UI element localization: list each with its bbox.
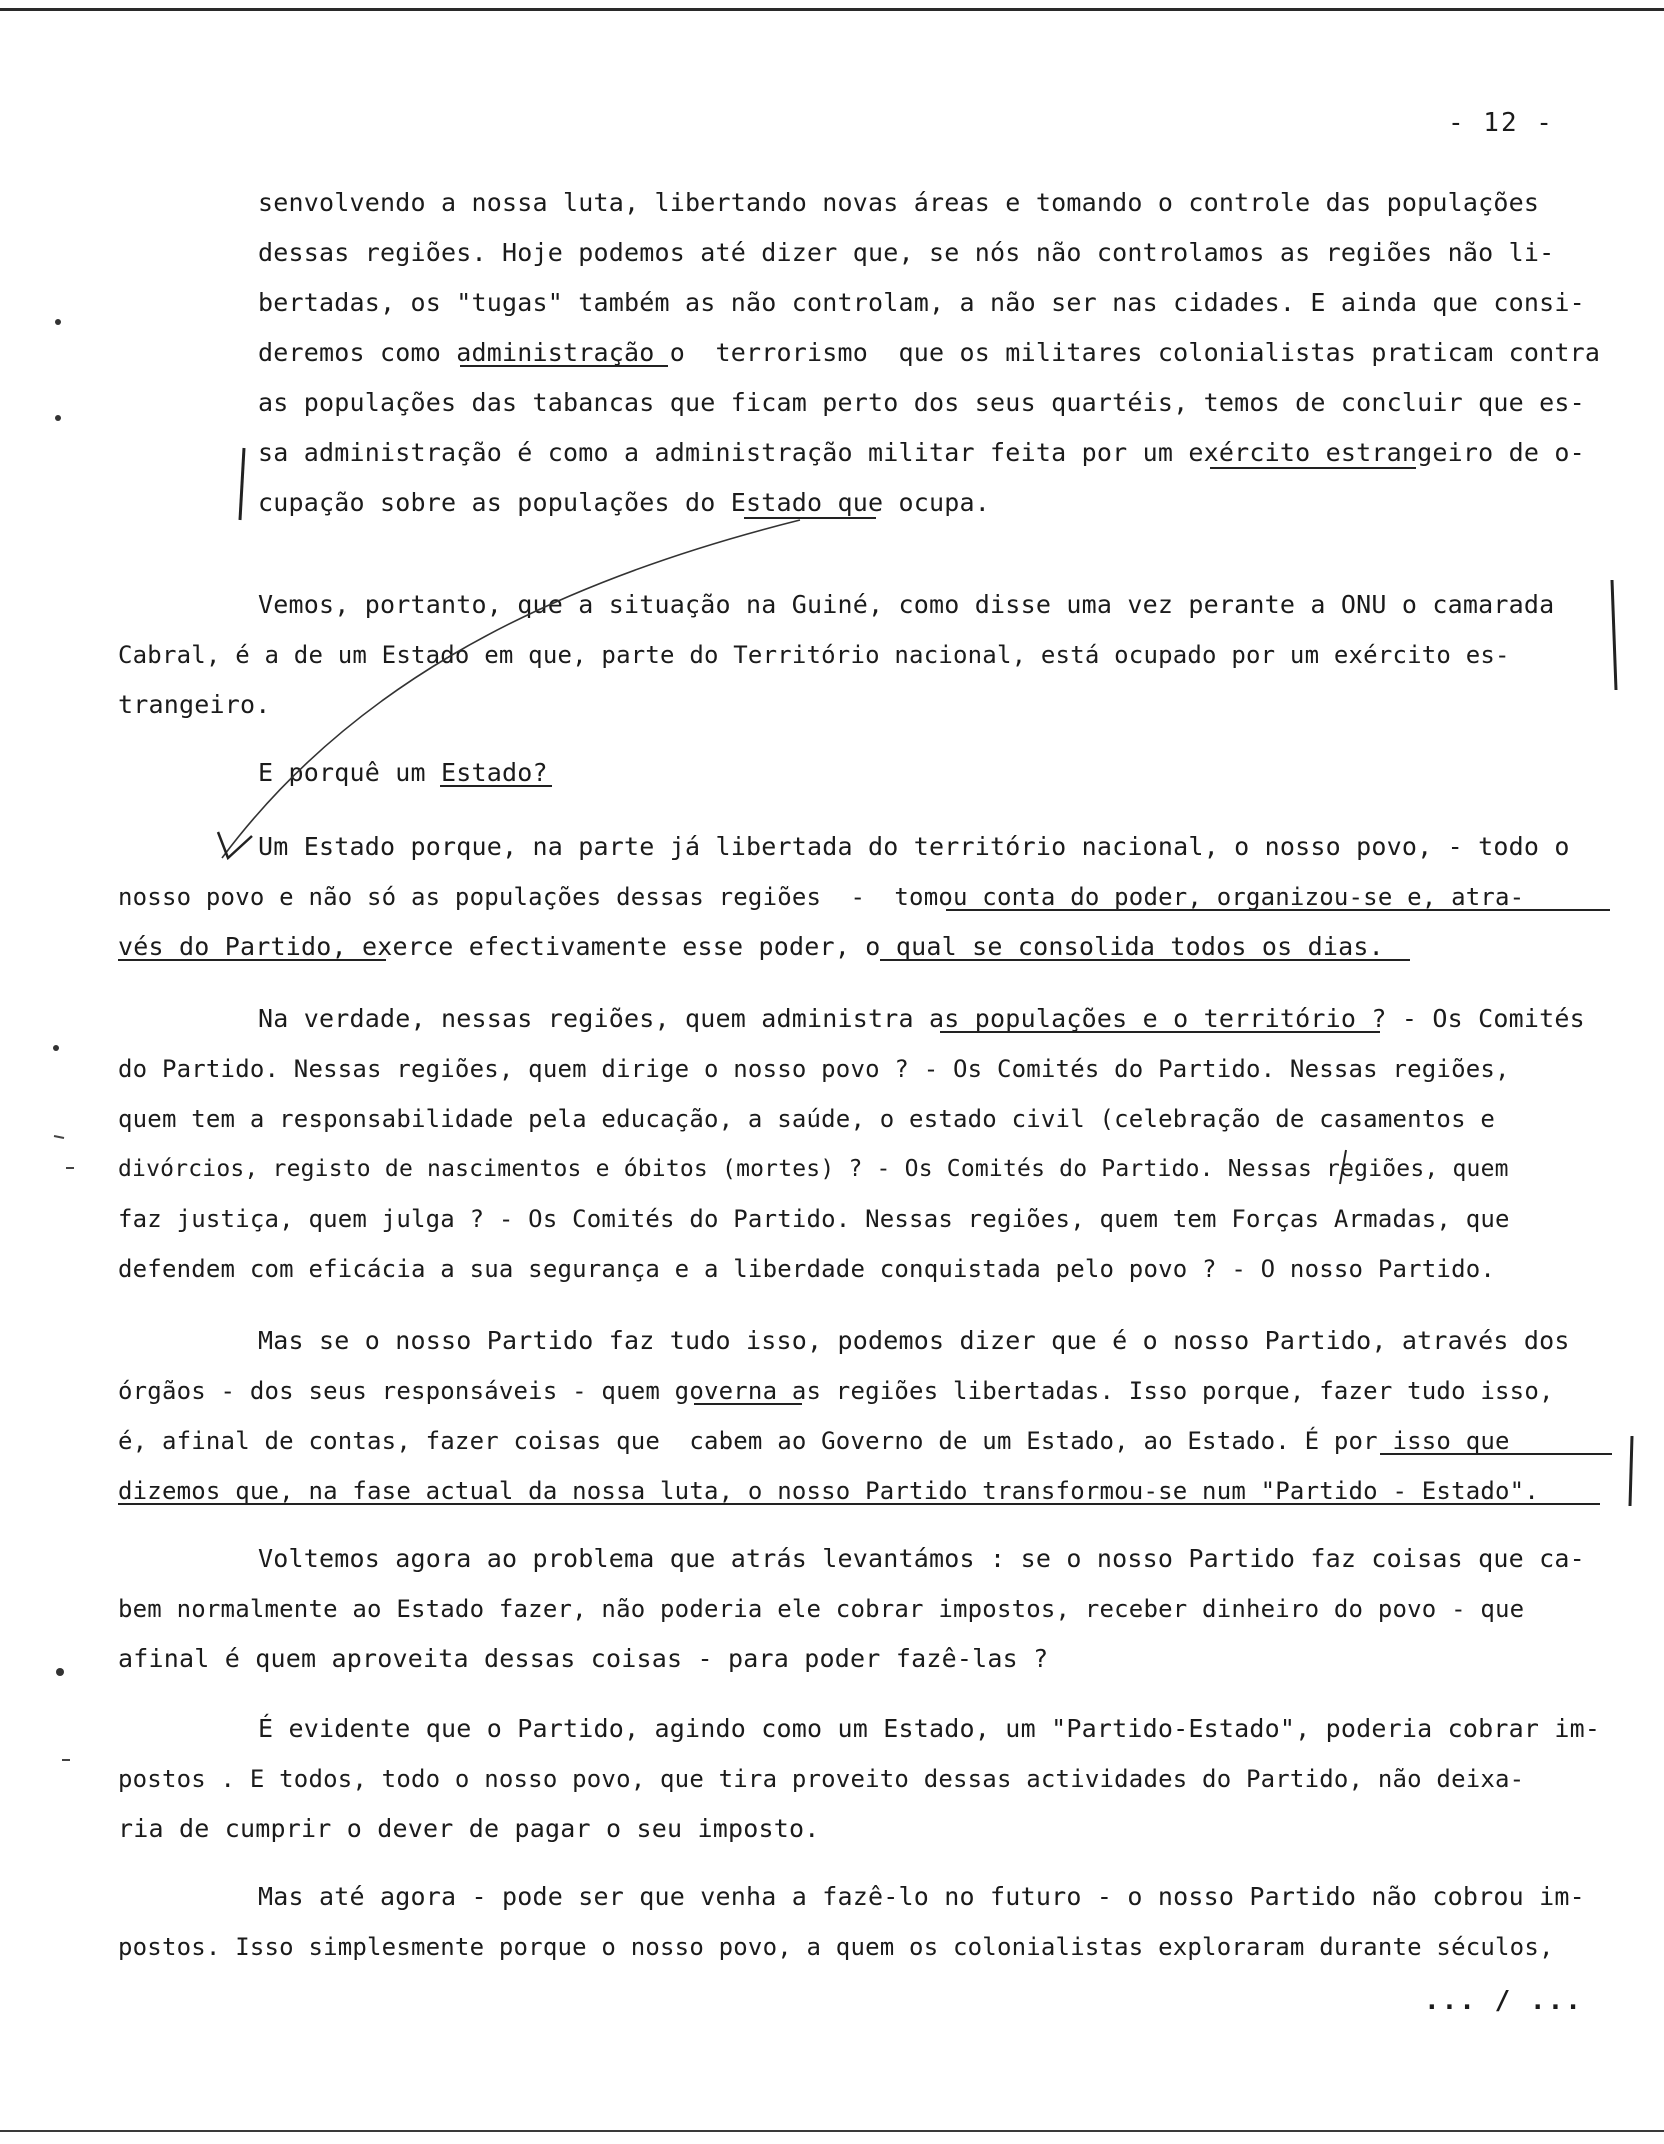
text-line: nosso povo e não só as populações dessas regiões - tomou conta do poder, organizou-se e, atra- — [118, 883, 1525, 911]
text-line: vés do Partido, exerce efectivamente esse poder, o qual se consolida todos os dias. — [118, 932, 1384, 961]
text-line: divórcios, registo de nascimentos e óbitos (mortes) ? - Os Comités do Partido. Nessas regiões, quem — [118, 1156, 1509, 1182]
margin-bar-left — [240, 448, 244, 520]
text-line: Vemos, portanto, que a situação na Guiné, como disse uma vez perante a ONU o camarada — [258, 590, 1555, 619]
text-line: Voltemos agora ao problema que atrás levantámos : se o nosso Partido faz coisas que ca- — [258, 1544, 1585, 1573]
text-line: órgãos - dos seus responsáveis - quem governa as regiões libertadas. Isso porque, fazer tudo isso, — [118, 1377, 1554, 1405]
text-line: Cabral, é a de um Estado em que, parte do Território nacional, está ocupado por um exército es- — [118, 641, 1510, 669]
text-line: defendem com eficácia a sua segurança e a liberdade conquistada pelo povo ? - O nosso Partido. — [118, 1255, 1496, 1283]
margin-dot — [55, 415, 61, 421]
text-line: dessas regiões. Hoje podemos até dizer que, se nós não controlamos as regiões não li- — [258, 238, 1555, 267]
text-line: deremos como administração o terrorismo que os militares colonialistas praticam contra — [258, 338, 1601, 367]
text-line: do Partido. Nessas regiões, quem dirige o nosso povo ? - Os Comités do Partido. Nessas regiões, — [118, 1055, 1510, 1083]
text-line: Mas se o nosso Partido faz tudo isso, podemos dizer que é o nosso Partido, através dos — [258, 1326, 1570, 1355]
margin-bar-right — [1612, 580, 1616, 690]
top-border-line — [0, 8, 1664, 11]
text-line: trangeiro. — [118, 690, 271, 719]
text-line: ria de cumprir o dever de pagar o seu imposto. — [118, 1814, 820, 1843]
check-mark — [218, 832, 252, 858]
text-line: afinal é quem aproveita dessas coisas - para poder fazê-las ? — [118, 1644, 1049, 1673]
text-line: dizemos que, na fase actual da nossa luta, o nosso Partido transformou-se num "Partido - Estado". — [118, 1477, 1539, 1505]
text-line: Mas até agora - pode ser que venha a fazê-lo no futuro - o nosso Partido não cobrou im- — [258, 1882, 1585, 1911]
text-line: é, afinal de contas, fazer coisas que cabem ao Governo de um Estado, ao Estado. É por isso que — [118, 1427, 1510, 1455]
text-line: bem normalmente ao Estado fazer, não poderia ele cobrar impostos, receber dinheiro do povo - que — [118, 1595, 1525, 1623]
margin-dot — [56, 1668, 64, 1676]
text-line: Um Estado porque, na parte já libertada do território nacional, o nosso povo, - todo o — [258, 832, 1570, 861]
text-line: Na verdade, nessas regiões, quem administra as populações e o território ? - Os Comités — [258, 1004, 1585, 1033]
text-line: cupação sobre as populações do Estado que ocupa. — [258, 488, 991, 517]
text-line: senvolvendo a nossa luta, libertando novas áreas e tomando o controle das populações — [258, 188, 1540, 217]
text-line: postos . E todos, todo o nosso povo, que tira proveito dessas actividades do Partido, não deixa- — [118, 1765, 1525, 1793]
continuation-mark: ... / ... — [1424, 1986, 1583, 2016]
text-line: faz justiça, quem julga ? - Os Comités do Partido. Nessas regiões, quem tem Forças Armadas, que — [118, 1205, 1510, 1233]
bottom-border-line — [0, 2130, 1664, 2132]
text-line: as populações das tabancas que ficam perto dos seus quartéis, temos de concluir que es- — [258, 388, 1585, 417]
margin-dot — [55, 319, 61, 325]
section-question: E porquê um Estado? — [258, 758, 548, 787]
page-number: - 12 - — [1448, 108, 1554, 138]
margin-tick — [54, 1136, 64, 1138]
text-line: bertadas, os "tugas" também as não controlam, a não ser nas cidades. E ainda que consi- — [258, 288, 1585, 317]
text-line: É evidente que o Partido, agindo como um Estado, um "Partido-Estado", poderia cobrar im- — [258, 1714, 1601, 1743]
diagonal-stroke — [222, 520, 800, 858]
margin-dot — [53, 1045, 59, 1051]
text-line: quem tem a responsabilidade pela educação, a saúde, o estado civil (celebração de casamentos e — [118, 1105, 1496, 1133]
text-line: postos. Isso simplesmente porque o nosso povo, a quem os colonialistas exploraram durante séculos, — [118, 1933, 1554, 1961]
margin-bar-right — [1630, 1436, 1632, 1506]
text-line: sa administração é como a administração militar feita por um exército estrangeiro de o- — [258, 438, 1585, 467]
